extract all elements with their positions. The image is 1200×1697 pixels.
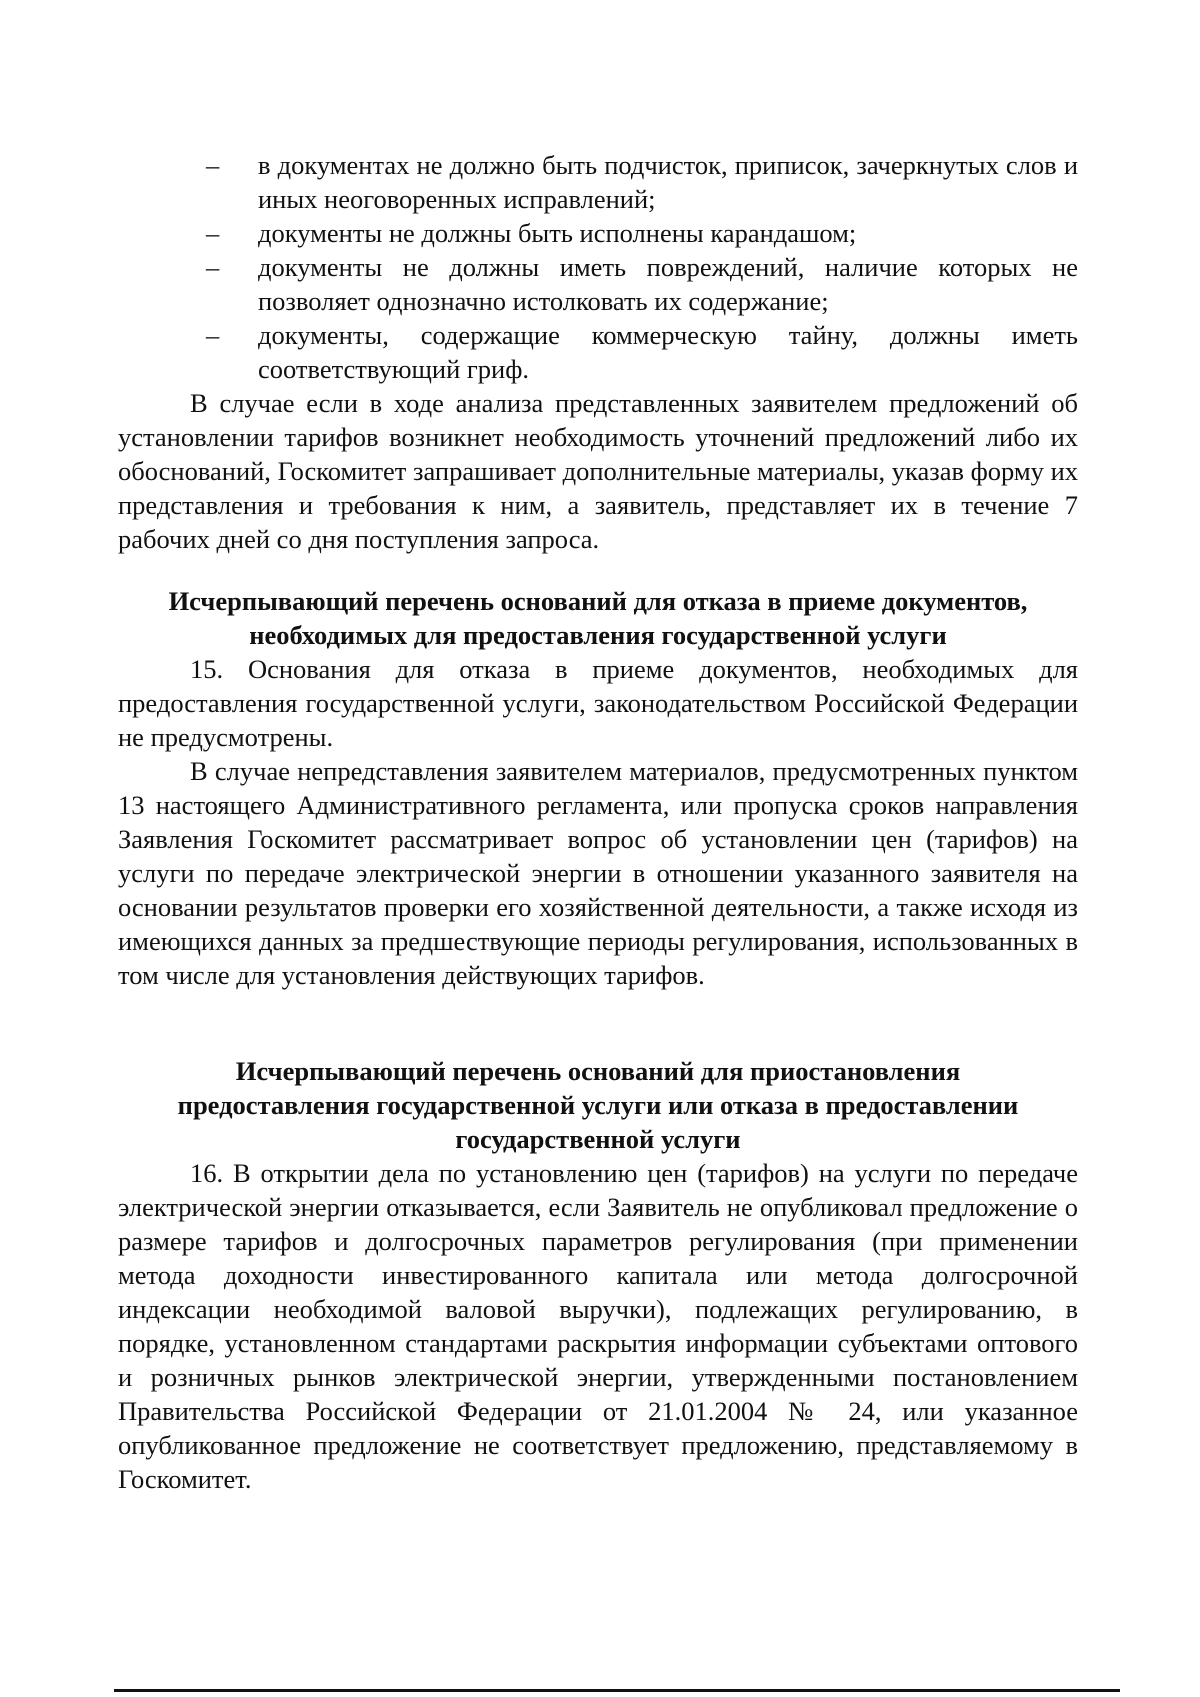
paragraph-clarification: В случае если в ходе анализа представленных заявителем предложений об установлении тарифов возникнет необходимость уточнений предложений либо их обоснований, Госкомитет запрашивает дополнительные материалы, указав форму их представления и требования к ним, а заявитель, представляет их в течение 7 рабочих дней со дня поступления запроса. xyxy=(118,388,1078,554)
list-item-line: в документах не должно быть подчисток, приписок, зачеркнутых слов и xyxy=(258,150,1078,180)
heading-line: необходимых для предоставления государственной услуги xyxy=(249,620,947,650)
list-item-line: соответствующий гриф. xyxy=(258,354,530,384)
list-item-line: документы не должны быть исполнены карандашом; xyxy=(258,218,857,248)
list-item xyxy=(118,216,1078,250)
heading-line: Исчерпывающий перечень оснований для отказа в приеме документов, xyxy=(168,586,1028,616)
list-marker: – xyxy=(206,320,220,350)
list-item xyxy=(118,318,1078,386)
list-item-line: документы не должны иметь повреждений, наличие которых не xyxy=(258,252,1078,282)
list-marker: – xyxy=(206,252,220,282)
paragraph-15: 15. Основания для отказа в приеме документов, необходимых для предоставления государственной услуги, законодательством Российской Федерации не предусмотрены. xyxy=(118,654,1078,752)
heading-line: Исчерпывающий перечень оснований для приостановления xyxy=(235,1056,961,1086)
section-heading xyxy=(118,584,1078,652)
heading-line: государственной услуги xyxy=(455,1124,741,1154)
spacer xyxy=(118,992,1078,1054)
section-heading xyxy=(118,1054,1078,1156)
list-item xyxy=(118,148,1078,216)
list-marker: – xyxy=(206,218,220,248)
document-page xyxy=(118,148,1078,1496)
spacer xyxy=(118,556,1078,584)
list-item xyxy=(118,250,1078,318)
paragraph-15-continued: В случае непредставления заявителем материалов, предусмотренных пунктом 13 настоящего Административного регламента, или пропуска сроков направления Заявления Госкомитет рассматривает вопрос об установлении цен (тарифов) на услуги по передаче электрической энергии в отношении указанного заявителя на основании результатов проверки его хозяйственной деятельности, а также исходя из имеющихся данных за предшествующие периоды регулирования, использованных в том числе для установления действующих тарифов. xyxy=(118,756,1078,990)
paragraph-16: 16. В открытии дела по установлению цен (тарифов) на услуги по передаче электрической энергии отказывается, если Заявитель не опубликовал предложение о размере тарифов и долгосрочных параметров регулирования (при применении метода доходности инвестированного капитала или метода долгосрочной индексации необходимой валовой выручки), подлежащих регулированию, в порядке, установленном стандартами раскрытия информации субъектами оптового и розничных рынков электрической энергии, утвержденными постановлением Правительства Российской Федерации от 21.01.2004 № 24, или указанное опубликованное предложение не соответствует предложению, представляемому в Госкомитет. xyxy=(118,1158,1078,1494)
footer-rule xyxy=(114,1689,1120,1692)
list-item-line: документы, содержащие коммерческую тайну, должны иметь xyxy=(258,320,1078,350)
list-item-line: позволяет однозначно истолковать их содержание; xyxy=(258,286,829,316)
heading-line: предоставления государственной услуги или отказа в предоставлении xyxy=(177,1090,1019,1120)
list-marker: – xyxy=(206,150,220,180)
list-item-line: иных неоговоренных исправлений; xyxy=(258,184,656,214)
requirements-list xyxy=(118,148,1078,386)
